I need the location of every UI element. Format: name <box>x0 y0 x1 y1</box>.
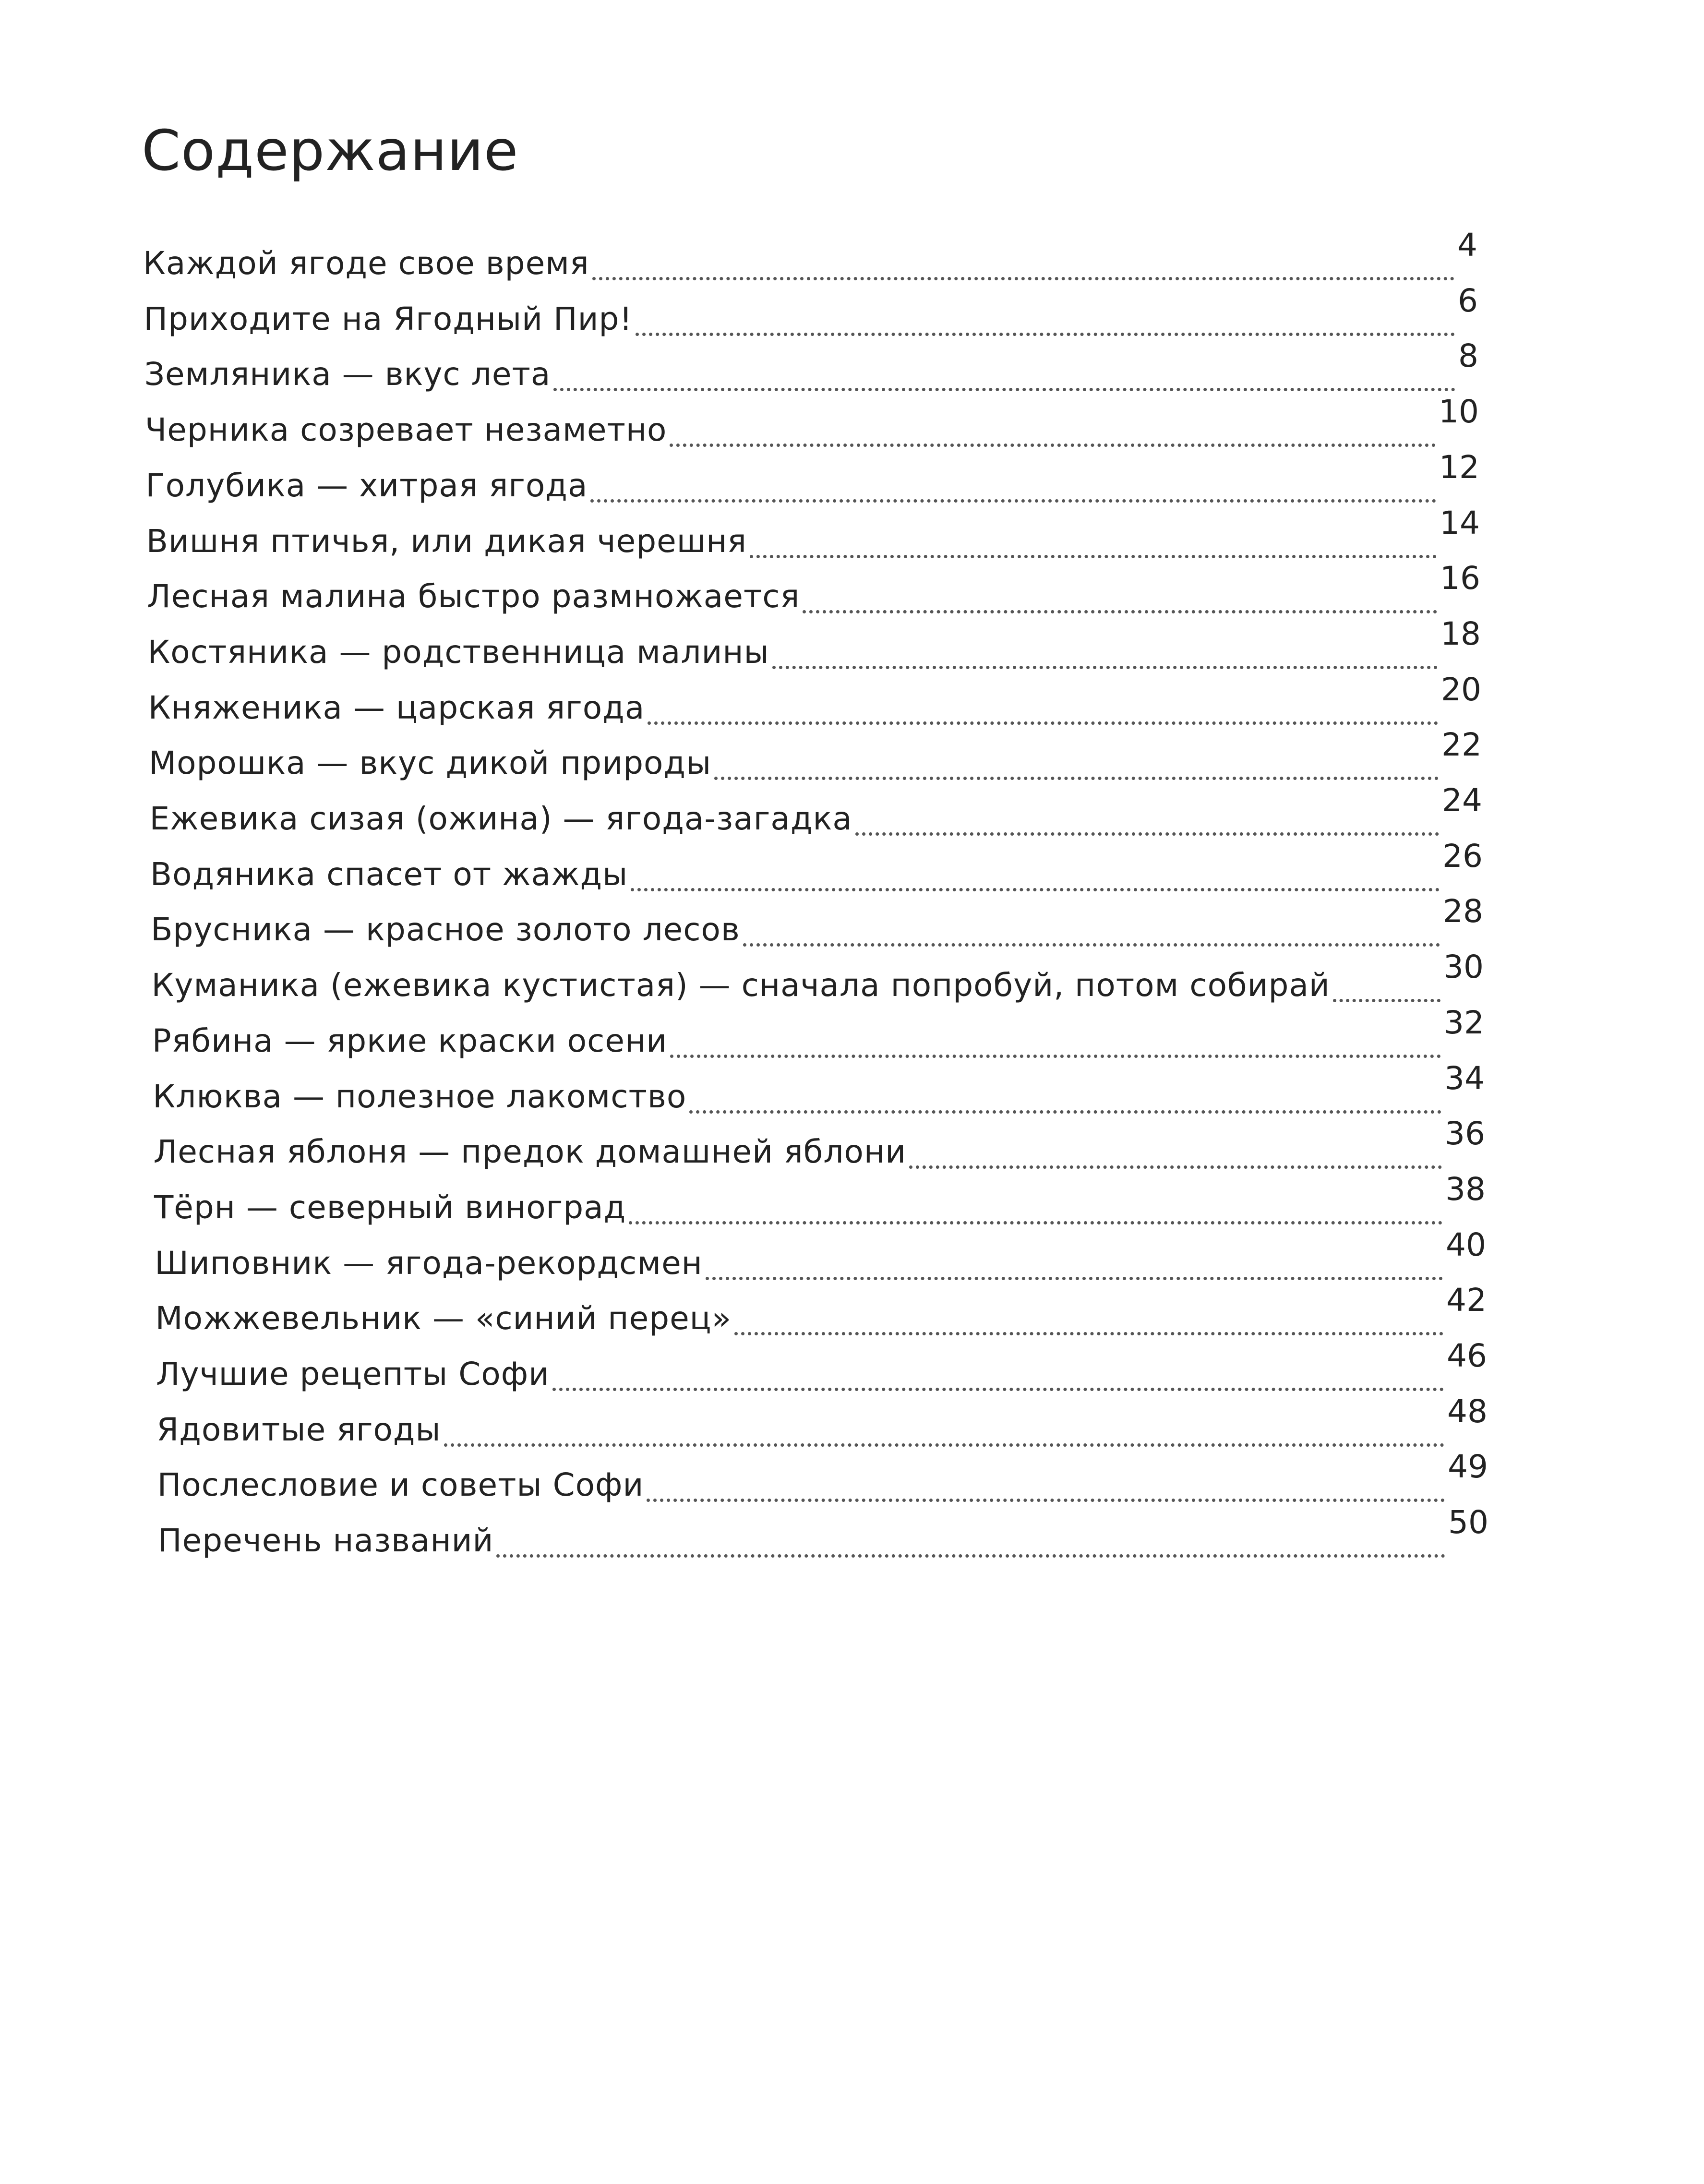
toc-dot-leader <box>670 444 1436 447</box>
toc-entry-title: Морошка — вкус дикой природы <box>149 744 712 782</box>
toc-dot-leader <box>647 1499 1445 1502</box>
toc-entry <box>156 1337 1487 1393</box>
toc-dot-leader <box>714 777 1439 780</box>
toc-page-number: 16 <box>1440 560 1480 597</box>
toc-page-number: 30 <box>1443 948 1484 986</box>
toc-entry <box>156 1392 1488 1449</box>
toc-dot-leader <box>631 888 1440 891</box>
toc-entry-title: Голубика — хитрая ягода <box>145 467 588 504</box>
toc-entry <box>147 615 1481 671</box>
toc-entry-title: Шиповник — ягода-рекордсмен <box>155 1244 703 1282</box>
toc-entry <box>151 893 1483 948</box>
toc-dot-leader <box>734 1332 1443 1335</box>
toc-dot-leader <box>750 555 1437 558</box>
toc-page-number: 48 <box>1447 1392 1488 1430</box>
toc-dot-leader <box>552 1388 1444 1391</box>
toc-entry-title: Вишня птичья, или дикая черешня <box>146 522 747 560</box>
toc-page-number: 50 <box>1448 1504 1488 1541</box>
toc-dot-leader <box>629 1221 1442 1224</box>
toc-entry <box>157 1448 1488 1504</box>
toc-entry <box>158 1504 1488 1560</box>
toc-entry-title: Лучшие рецепты Софи <box>156 1356 550 1392</box>
toc-dot-leader <box>855 832 1439 836</box>
toc-dot-leader <box>496 1554 1445 1558</box>
toc-entry-title: Рябина — яркие краски осени <box>152 1022 668 1059</box>
toc-dot-leader <box>444 1443 1444 1447</box>
toc-dot-leader <box>636 333 1455 336</box>
toc-entry-title: Перечень названий <box>158 1522 494 1560</box>
toc-dot-leader <box>772 666 1438 669</box>
toc-page-number: 26 <box>1442 837 1483 875</box>
toc-dot-leader <box>553 388 1455 391</box>
toc-dot-leader <box>803 610 1437 613</box>
toc-entry-title: Водяника спасет от жажды <box>150 855 628 893</box>
toc-entry-title: Тёрн — северный виноград <box>154 1188 626 1226</box>
toc-entry <box>156 1284 1487 1337</box>
toc-entry-title: Костяника — родственница малины <box>147 633 769 671</box>
toc-page-number: 10 <box>1439 393 1479 431</box>
toc-page-number: 6 <box>1457 282 1478 319</box>
toc-page-number: 12 <box>1439 448 1479 486</box>
toc-entry <box>153 1115 1485 1171</box>
toc-entry <box>143 229 1477 282</box>
toc-page-number: 49 <box>1448 1448 1488 1486</box>
toc-page-number: 4 <box>1457 227 1477 264</box>
toc-entry-title: Княженика — царская ягода <box>148 689 645 726</box>
toc-page-number: 40 <box>1446 1226 1486 1263</box>
toc-page-number: 38 <box>1445 1170 1486 1208</box>
toc-page-number: 20 <box>1441 671 1481 708</box>
toc-page-number: 32 <box>1444 1004 1484 1041</box>
toc-entry-title: Ядовитые ягоды <box>156 1411 441 1448</box>
toc-entry-title: Каждой ягоде свое время <box>143 245 589 282</box>
toc-dot-leader <box>743 943 1440 947</box>
toc-entry <box>150 837 1483 893</box>
toc-entry <box>151 948 1484 1004</box>
page-title: Содержание <box>142 119 519 183</box>
toc-dot-leader <box>648 721 1438 725</box>
toc-entry-title: Клюква — полезное лакомство <box>153 1078 687 1115</box>
toc-page-number: 46 <box>1447 1337 1487 1374</box>
toc-entry <box>155 1226 1486 1282</box>
toc-page-number: 8 <box>1458 337 1478 375</box>
toc-entry <box>147 560 1480 615</box>
toc-entry <box>145 393 1479 449</box>
toc-entry-title: Брусника — красное золото лесов <box>151 911 740 948</box>
toc-entry-title: Можжевельник — «синий перец» <box>155 1300 732 1337</box>
toc-dot-leader <box>592 277 1454 280</box>
toc-dot-leader <box>706 1277 1443 1280</box>
toc-entry <box>149 782 1483 838</box>
toc-entry-title: Лесная яблоня — предок домашней яблони <box>153 1133 906 1171</box>
toc-entry <box>149 726 1482 782</box>
toc-entry <box>153 1059 1485 1116</box>
toc-dot-leader <box>590 499 1436 503</box>
toc-entry-title: Лесная малина быстро размножается <box>147 578 800 615</box>
toc-dot-leader <box>689 1110 1441 1114</box>
toc-entry <box>144 337 1478 393</box>
toc-entry-title: Земляника — вкус лета <box>144 356 551 393</box>
toc-page-number: 24 <box>1442 782 1482 819</box>
toc-entry-title: Ежевика сизая (ожина) — ягода-загадка <box>149 800 852 837</box>
toc-page-number: 28 <box>1443 893 1483 930</box>
toc-entry-title: Приходите на Ягодный Пир! <box>144 300 633 337</box>
toc-entry <box>152 1004 1484 1060</box>
toc-page-number: 36 <box>1445 1115 1485 1152</box>
toc-entry <box>146 504 1480 560</box>
toc-entry-title: Послесловие и советы Софи <box>157 1466 644 1504</box>
toc-entry <box>154 1170 1486 1226</box>
toc-entry-title: Куманика (ежевика кустистая) — сначала попробуй, потом собирай <box>151 967 1330 1004</box>
toc-entry <box>145 448 1479 504</box>
toc-page-number: 18 <box>1440 615 1481 652</box>
toc-page-number: 14 <box>1440 504 1480 541</box>
toc-dot-leader <box>670 1055 1441 1058</box>
toc-entry <box>148 671 1481 727</box>
toc-page-number: 42 <box>1446 1282 1487 1319</box>
toc-dot-leader <box>909 1165 1442 1169</box>
toc-dot-leader <box>1333 999 1440 1002</box>
toc-entry-title: Черника созревает незаметно <box>145 411 667 449</box>
toc-page-number: 22 <box>1441 726 1482 764</box>
toc-page-number: 34 <box>1444 1059 1485 1097</box>
toc-entry <box>144 282 1478 338</box>
